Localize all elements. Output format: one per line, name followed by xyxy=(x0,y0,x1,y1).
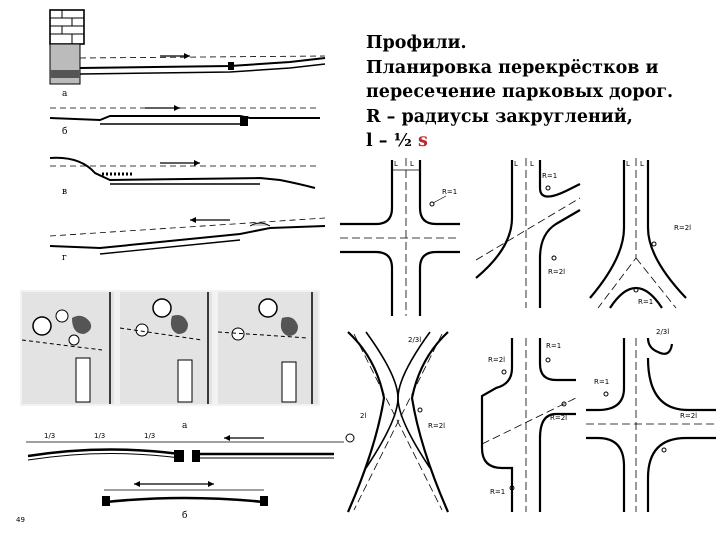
lane-mark-1b: L xyxy=(410,160,414,168)
radius-label-5: R=1 xyxy=(638,298,654,306)
title-line-3: пересечение парковых дорог. xyxy=(366,82,674,102)
slide-title xyxy=(366,31,716,154)
profile-label-g: г xyxy=(62,253,67,263)
plan-y-fork xyxy=(590,158,691,308)
page-mark: 49 xyxy=(16,516,25,524)
plan-cross-four-way xyxy=(340,158,460,316)
radius-label-12: R=2l xyxy=(680,412,698,420)
title-line-2: Планировка перекрёстков и xyxy=(366,57,659,78)
profile-label-v: в xyxy=(62,187,68,197)
plan-x-crossing xyxy=(348,332,448,512)
dim-label-2: 1/3 xyxy=(94,432,106,440)
radius-label-1: R=1 xyxy=(442,188,458,196)
radius-label-9: R=2l xyxy=(550,414,568,422)
lane-mark-2a: L xyxy=(514,160,518,168)
radius-label-3: R=2l xyxy=(548,268,566,276)
two-thirds-label-1: 2/3l xyxy=(408,336,422,344)
side-2l-label: 2l xyxy=(360,412,367,420)
lane-mark-1a: L xyxy=(394,160,398,168)
profile-v xyxy=(50,158,320,197)
detail-panel-2 xyxy=(120,292,212,404)
detail-panel-3 xyxy=(218,292,318,404)
lane-mark-3a: L xyxy=(626,160,630,168)
profile-g xyxy=(50,217,325,263)
radius-label-7: R=1 xyxy=(546,342,562,350)
cross-section-a xyxy=(26,421,354,462)
title-line-4: R – радиусы закруглений, xyxy=(366,106,633,127)
radius-label-11: R=1 xyxy=(594,378,610,386)
plan-staggered-junction xyxy=(482,338,576,512)
lane-mark-2b: L xyxy=(530,160,534,168)
profile-label-b: б xyxy=(62,127,68,137)
radius-label-2: R=1 xyxy=(542,172,558,180)
radius-label-10: R=1 xyxy=(490,488,506,496)
title-line-1: Профили. xyxy=(366,33,467,53)
plan-oblique-junction xyxy=(476,158,580,308)
cross-section-label-a: а xyxy=(182,421,188,431)
cross-section-b xyxy=(102,481,268,521)
profile-a xyxy=(50,53,325,99)
plan-curved-junction xyxy=(586,328,716,512)
dim-label-1: 1/3 xyxy=(44,432,56,440)
title-line-5-accent: s xyxy=(417,131,428,151)
road-profiles-figure xyxy=(40,8,330,270)
two-thirds-label-2: 2/3l xyxy=(656,328,670,336)
profile-label-a: а xyxy=(62,89,68,99)
drainage-detail-figure xyxy=(12,288,330,408)
lane-mark-3b: L xyxy=(640,160,644,168)
radius-label-8: R=2l xyxy=(488,356,506,364)
dim-label-3: 1/3 xyxy=(144,432,156,440)
profile-b xyxy=(50,105,320,137)
radius-label-6: R=2l xyxy=(428,422,446,430)
title-line-5-prefix: l – ½ xyxy=(366,131,418,151)
cross-section-label-b: б xyxy=(182,511,188,521)
cross-section-figure xyxy=(14,410,367,536)
intersection-plans-figure xyxy=(336,148,720,526)
radius-label-4: R=2l xyxy=(674,224,692,232)
detail-panel-1 xyxy=(22,292,114,404)
